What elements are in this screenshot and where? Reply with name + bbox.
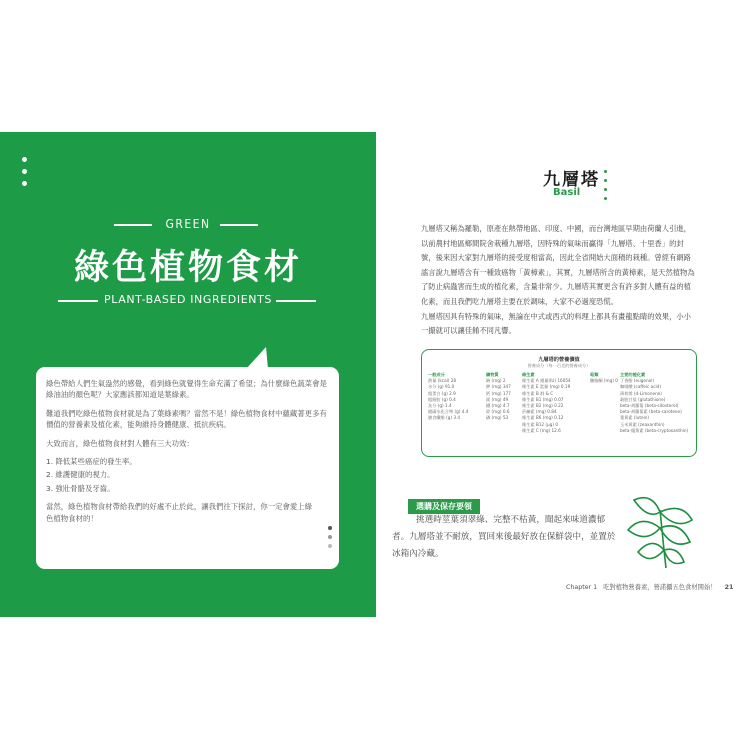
- paragraph: 大致而言，綠色植物食材對人體有三大功效：: [46, 438, 194, 448]
- nutrition-row: 薄荷烯 (d-Limonene): [620, 390, 662, 396]
- nutrition-column-header: 維生素: [522, 372, 535, 377]
- heading-plant-based: PLANT-BASED INGREDIENTS: [103, 293, 272, 306]
- nutrition-row: beta-胡蘿蔔素 (beta-carotene): [620, 409, 682, 415]
- paragraph: 綠色帶給人們生氣盎然的感覺，看到綠色就覺得生命充滿了希望；為什麼綠色蔬菜會是綠油油的顏色呢？大家應該都知道是葉綠素。: [46, 379, 327, 400]
- paragraph: 挑選時莖葉須翠綠、完整不枯黃，聞起來味道濃郁者。九層塔並不耐放，買回來後最好放在保鮮袋中，並置於冰箱內冷藏。: [392, 515, 616, 559]
- nutrition-row: 熱量 (kcal) 28: [428, 378, 457, 384]
- nutrition-row: 粗脂肪 (g) 0.4: [428, 396, 456, 402]
- bubble-dots: [328, 526, 332, 553]
- nutrition-row: 鈣 (mg) 177: [486, 390, 511, 396]
- nutrition-row: beta-胡蘿蔔 (beta-sitosterol): [620, 403, 679, 409]
- nutrition-column-header: 一般成分: [428, 372, 445, 377]
- nutrition-subtitle: 營養成分（每一百克的營養成分）: [527, 363, 591, 368]
- nutrition-row: 鉀 (mg) 347: [486, 384, 511, 390]
- ingredient-title-en: Basil: [553, 187, 581, 198]
- nutrition-column: [522, 372, 571, 434]
- nutrition-row: 醣脂酮 (mg) 0: [590, 378, 618, 384]
- divider-line: [220, 224, 258, 226]
- list-item: 1. 降低某些癌症的發生率。: [46, 457, 137, 467]
- intro-speech-bubble: [36, 367, 339, 569]
- nutrition-column-header: 礦物質: [486, 372, 499, 377]
- paragraph: 九層塔因具有特殊的氣味，無論在中式或西式的料理上都具有畫龍點睛的效果，小小一撮就可以讓佳餚不同凡響。: [421, 311, 691, 336]
- nutrition-row: 維生素 B12 (μg) 0: [522, 421, 559, 427]
- nutrition-row: 維生素 C (mg) 12.6: [522, 427, 561, 433]
- decorative-dots: [22, 157, 28, 193]
- heading-green: GREEN: [165, 217, 211, 231]
- nutrition-row: 玉米黃素 (zeaxanthin): [620, 421, 665, 427]
- paragraph: 九層塔又稱為羅勒，原產在熱帶地區、印度、中國，而台灣地區早期由荷蘭人引進，以前農村地區鄉間院舍栽種九層塔，因特殊的氣味而贏得「九層塔、十里香」的封號，後來因大家對九層塔的接受度相當高，因此全省開始大面積的栽種。曾經有網路謠言說九層塔含有一種致癌物「黃樟素」，其實，九層塔所含的黃樟素，是天然植物為了防止病蟲害而生成的植化素，含量非常少。九層塔其實更含有許多對人體有益的植化素，而且我們吃九層塔主要在於調味，大家不必過度恐慌。: [421, 224, 695, 306]
- nutrition-row: 維生素 B2 (mg) 0.22: [522, 403, 564, 409]
- list-item: 2. 維護健康的視力。: [46, 470, 115, 480]
- ingredient-description: [421, 222, 696, 339]
- nutrition-row: 維生素 B1 (mg) 0.07: [522, 396, 564, 402]
- nutrition-column: [620, 372, 688, 434]
- nutrition-row: 總碳水化合物 (g) 4.4: [428, 409, 469, 415]
- divider-line: [276, 300, 316, 302]
- nutrition-row: 穀胱甘肽 (glutathione): [620, 396, 666, 402]
- nutrition-row: 鋅 (mg) 0.6: [486, 409, 510, 415]
- nutrition-column-header: 主要的植化素: [620, 372, 646, 377]
- intro-text: [46, 378, 329, 524]
- nutrition-row: 水分 (g) 91.0: [428, 384, 455, 390]
- page-number: 21: [724, 584, 734, 591]
- page-footer: [566, 582, 733, 591]
- decorative-dots: [604, 170, 607, 206]
- nutrition-row: 粗蛋白 (g) 2.9: [428, 390, 456, 396]
- nutrition-row: 維生素 B 群 & C: [522, 390, 554, 396]
- ingredient-title: 九層塔: [543, 170, 600, 190]
- tips-text: [392, 512, 622, 563]
- nutrition-row: 鐵 (mg) 4.7: [486, 403, 510, 409]
- nutrition-row: beta-隱黃素 (beta-cryptoxanthin): [620, 427, 689, 433]
- nutrition-row: 灰分 (g) 1.4: [428, 403, 452, 409]
- nutrition-row: 鈉 (mg) 2: [486, 378, 506, 384]
- paragraph: 當然，綠色植物食材帶給我們的好處不止於此，讓我們往下探討，你一定會愛上綠色植物食材的！: [46, 502, 313, 523]
- page-title: 綠色植物食材: [73, 248, 302, 288]
- nutrition-column-header: 萜類: [590, 372, 599, 377]
- list-item: 3. 強壯骨骼及牙齒。: [46, 483, 115, 493]
- nutrition-column: [590, 372, 618, 384]
- nutrition-row: 膳食纖維 (g) 3.4: [428, 415, 460, 421]
- nutrition-row: 磷 (mg) 53: [486, 415, 509, 421]
- nutrition-row: 維生素 A 總量(IU) 16054: [522, 378, 571, 384]
- nutrition-column: [428, 372, 468, 422]
- tips-tag: 選購及保存要領: [408, 499, 480, 514]
- nutrition-column: [486, 372, 511, 422]
- footer-chapter: Chapter 1: [566, 584, 598, 591]
- basil-leaf-illustration: [620, 490, 698, 570]
- paragraph: 難道我們吃綠色植物食材就是為了葉綠素嗎？當然不是！綠色植物食材中蘊藏著更多有價值的營養素及植化素，能夠維持身體健康、抵抗疾病。: [46, 408, 327, 430]
- nutrition-row: 丁香酚 (eugenol): [620, 378, 655, 384]
- nutrition-title: 九層塔的營養價值: [538, 357, 580, 363]
- nutrition-row: 維生素 E 當量 (mg) 0.19: [522, 384, 571, 390]
- footer-text: 吃對植物營養素，營諾攝五色食材開始！: [603, 584, 717, 591]
- nutrition-row: 維生素 B6 (mg) 0.12: [522, 415, 564, 421]
- nutrition-table: [421, 349, 697, 457]
- nutrition-row: 菸鹼素 (mg) 0.84: [522, 409, 557, 415]
- nutrition-row: 咖啡酸 (caffeic acid): [620, 384, 661, 390]
- nutrition-row: 鎂 (mg) 49: [486, 396, 509, 402]
- nutrition-row: 葉黃素 (lutein): [620, 415, 650, 421]
